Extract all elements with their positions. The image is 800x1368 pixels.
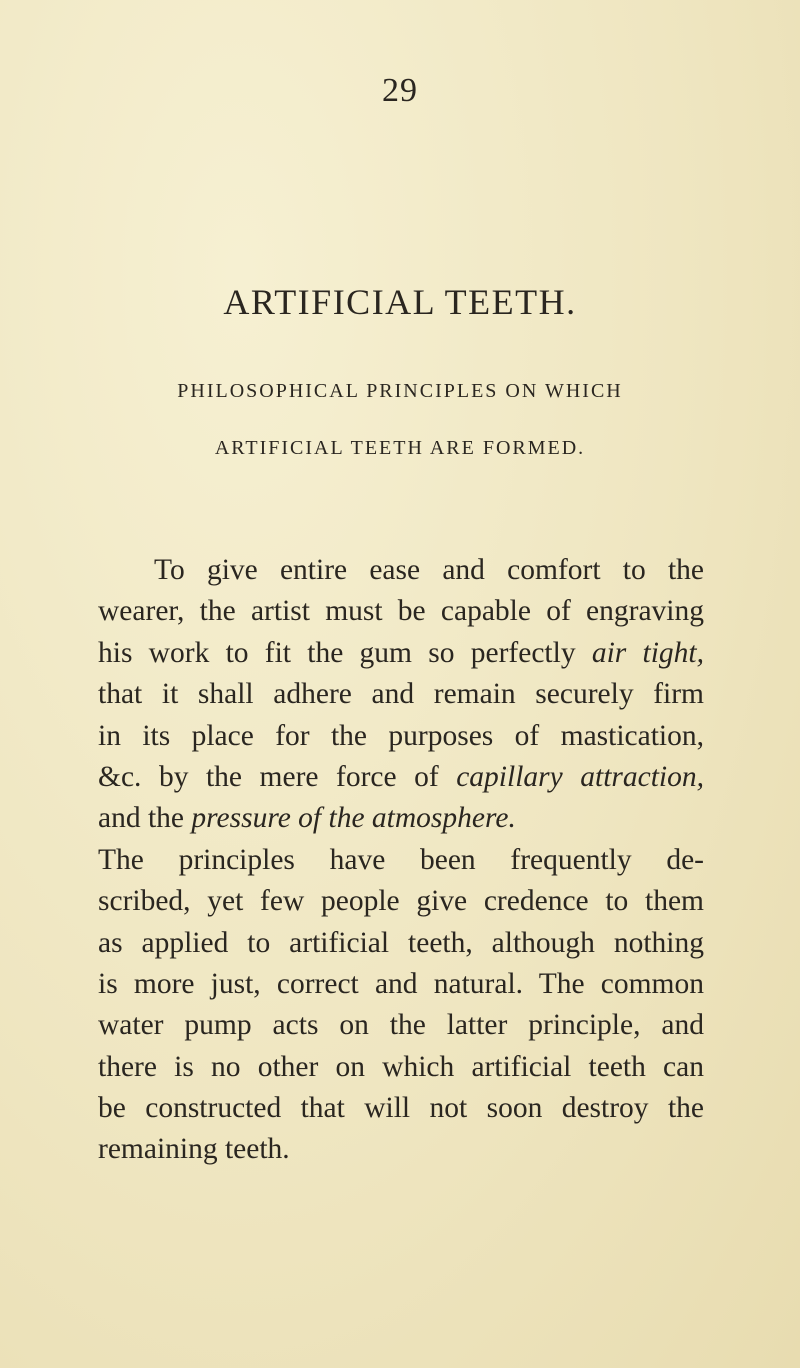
chapter-title: ARTIFICIAL TEETH. [223,282,577,322]
body-line-14: be constructed that will not soon destroy the [98,1092,704,1125]
subtitle-line-1: PHILOSOPHICAL PRINCIPLES ON WHICH [177,380,623,402]
body-line-4: that it shall adhere and remain securely firm [98,678,704,711]
body-line-11: is more just, correct and natural. The common [98,967,704,1000]
body-line-7-italic: pressure of the atmosphere. [191,802,516,835]
body-line-8: The principles have been frequently de- [98,843,704,876]
body-line-7 [98,798,704,839]
body-line-3-text: his work to fit the gum so perfectly [98,636,592,669]
body-paragraph [98,550,704,1171]
body-line-13: there is no other on which artificial teeth can [98,1050,704,1083]
body-line-3 [98,633,704,674]
body-line-6-italic: capillary attraction, [456,760,704,793]
body-line-5: in its place for the purposes of mastication, [98,719,704,752]
page-number: 29 [382,72,418,109]
body-line-9: scribed, yet few people give credence to them [98,885,704,918]
body-line-10: as applied to artificial teeth, although nothing [98,926,704,959]
body-line-12: water pump acts on the latter principle, and [98,1009,704,1042]
body-line-6-text: &c. by the mere force of [98,760,457,793]
body-line-15: remaining teeth. [98,1133,290,1166]
body-line-7-text: and the [98,802,192,835]
body-line-6 [98,757,704,798]
body-line-2: wearer, the artist must be capable of engraving [98,595,704,628]
body-line-1: To give entire ease and comfort to the [154,554,704,586]
subtitle-line-2: ARTIFICIAL TEETH ARE FORMED. [214,437,586,459]
body-line-3-italic: air tight, [591,636,704,669]
